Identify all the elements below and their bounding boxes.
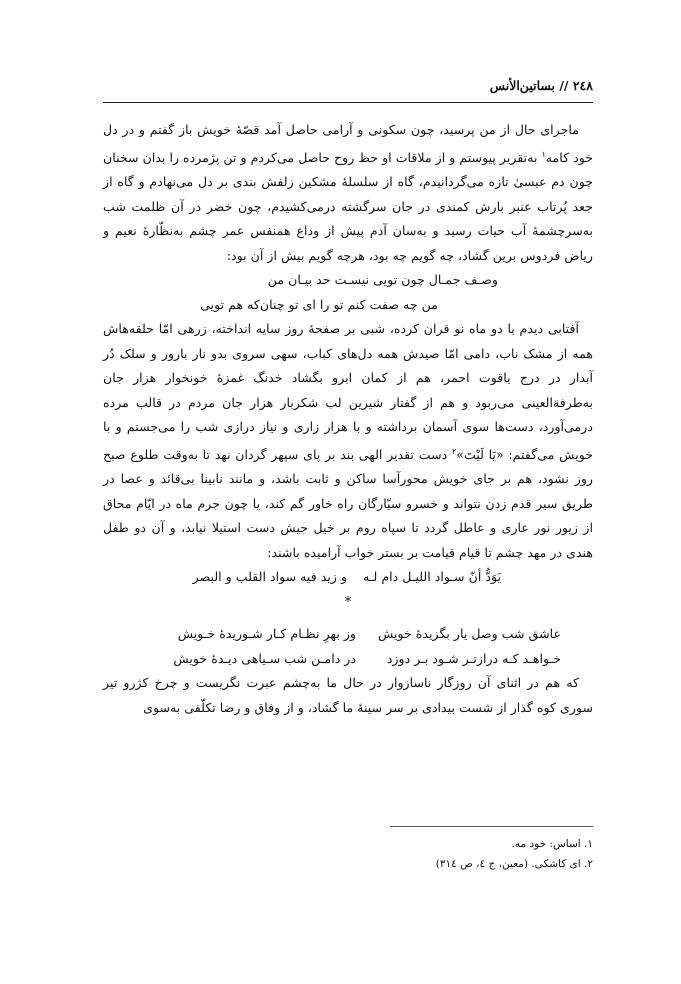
paragraph-1-text: ماجرای حال از من پرسید، چون سکونی و آرامی حاصل آمد قصّهٔ خویش باز گفتم و در دل خود کامه	[103, 122, 593, 165]
paragraph-2-text: آفتابی دیدم با دو ماه نو قران کرده، شبی بر صفحهٔ روز سایه انداخته، زرهی امّا حلقه‌هاش همه از مشک ناب، دامی امّا صیدش همه دل‌های کباب، سهی سروی بدو نار بارور و سلک دُر آبدار در درج یاقوت احمر، هم از کمان ابرو بگشاد خدنگ غمزهٔ خونخوار هزار جان به‌طرفة‌العینی می‌ربود و هم از گفتار شیرین لب شکربار هزار جان مردم در قالب مرده درمی‌آورد، دست‌ها سوی آسمان برداشته و با هزار زاری و نیاز درازی شب را می‌جستم و با خویش می‌گفتم: «یَا لَیْتَ»	[103, 321, 593, 462]
quatrain-hemistich: خـواهـد کـه درازتـر شـود بـر دوزد	[386, 650, 561, 666]
quatrain-line	[103, 647, 593, 672]
main-text	[103, 118, 593, 720]
verse-hemistich: من چه صفت کنم تو را ای تو چنان‌که هم تویی	[200, 296, 438, 312]
paragraph-2-continued: دست تقدیر الهی بند بر پای سپهر گردان نهد تا به‌وقت طلوع صبح روز نشود، هم بر جای خویش محورآسا ساکن و ثابت باشد، و مانند نابینا بی‌قائد و عصا در طریق سیر قدم زدن نتواند و خسرو سیّارگان راه خاور گم کند، یا چون جرم ماه در ایّام محاق از زیور نور عاری و عاطل گردد تا سپاه روم بر خیل جیش دست استیلا نیابد، و آن دو طفل هندی در مهد چشم تا قیام قیامت بر بستر خواب آرامیده باشند:	[103, 446, 593, 560]
footnote-1: ١. اساس: خود مه.	[511, 838, 593, 850]
arabic-hemistich-2: و زید فیه سواد القلب و البصر	[192, 569, 348, 585]
paragraph-3: که هم در اثنای آن روزگار ناسازوار در حال ما به‌چشم عبرت نگریست و چرخ کژرو تیر سوری کوه گذار از شست بیدادی بر سر سینهٔ ما گشاد، و از وفاق و رضا تکلّفی به‌سوی	[103, 675, 593, 715]
footnote-ref-2[interactable]: ٢	[451, 446, 457, 456]
quatrain	[103, 622, 593, 671]
footnote-2: ٢. ای کاشکی. (معین، ج ٤، ص ٣١٤)	[435, 858, 593, 870]
verse-line-1	[103, 268, 593, 293]
section-star: *	[344, 593, 352, 609]
footnote-ref-1[interactable]: ١	[541, 149, 546, 159]
paragraph-1-continued: به‌تقریر پیوستم و از ملاقات او حظ روح حاصل می‌کردم و تن پژمرده را بدان سخنان چون دم عیسیٰ تازه می‌گردانیدم، گاه از سلسلهٔ مشکین زلفش بندی بر دل می‌نهادم و گاه از جعد پُرتاب عنبر بارش کمندی در جان سرگشته درمی‌کشیدم، چون خضر در آن ظلمت شب به‌سرچشمهٔ آب حیات رسید و به‌سان آدم پیش از وداع همنفس عمر چشم به‌نظّارهٔ نعیم و ریاض فردوس برین گشاد، چه گویم چه بود، هرچه گویم بیش از آن بود:	[103, 149, 593, 263]
arabic-verse	[103, 565, 593, 590]
quatrain-hemistich: عاشق شب وصل یار بگزیدهٔ خویش	[377, 626, 561, 642]
footnotes	[103, 834, 593, 874]
quatrain-hemistich: وز بهرِ نظـام کـار شـوریدهٔ خـویش	[177, 626, 356, 642]
arabic-hemistich-1: یَوَدُّ أنّ سـواد اللیـل دام لـه	[363, 569, 501, 585]
header-divider	[103, 102, 593, 103]
quatrain-line	[103, 622, 593, 647]
running-head: ٢٤٨ // بساتين‌الأنس	[489, 78, 593, 93]
footnote-divider	[390, 826, 593, 827]
verse-hemistich: وصـف جمـال چون تویی نیسـت حد بیـان من	[267, 272, 498, 288]
quatrain-hemistich: در دامـن شب سـیاهی دیـدهٔ خویش	[173, 650, 356, 666]
paragraph-2	[103, 317, 593, 565]
verse-line-2	[103, 293, 593, 318]
paragraph-1	[103, 118, 593, 268]
